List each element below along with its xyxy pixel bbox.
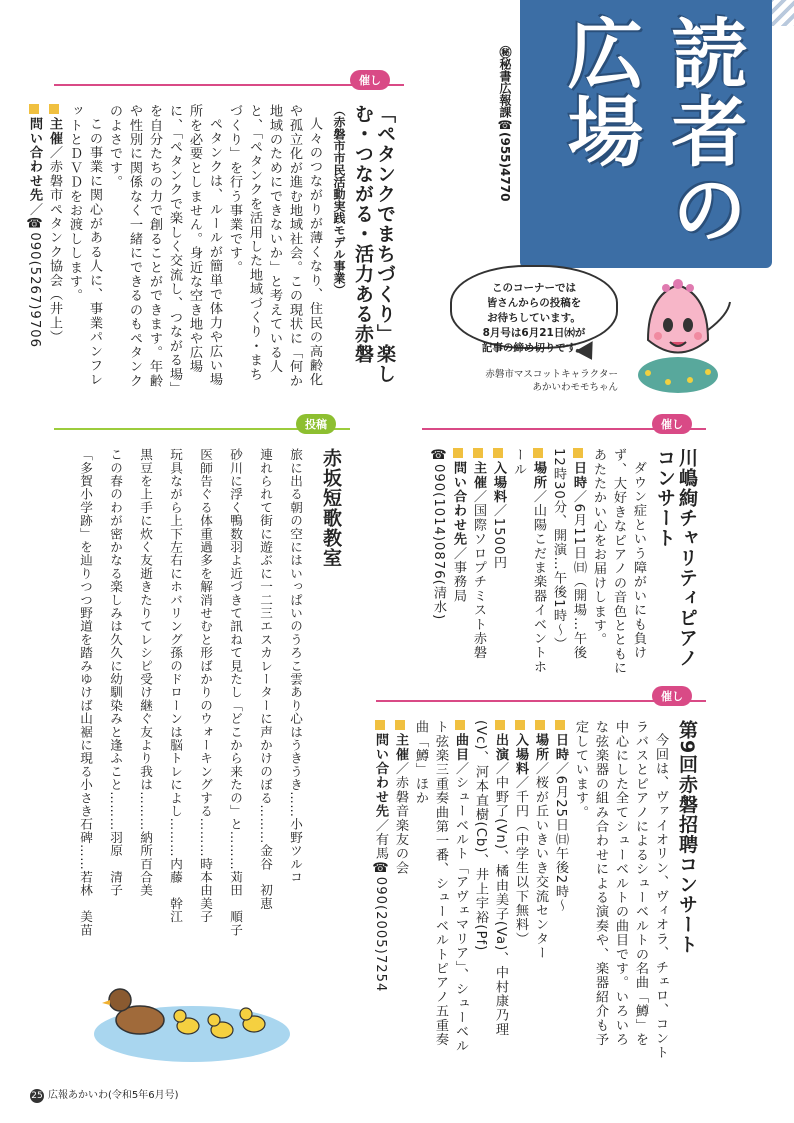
- place-value: ／桜が丘いきいき交流センター: [533, 761, 548, 961]
- title-char-5: 場: [555, 92, 644, 170]
- charity-phone: ☎090(1014)0876(清水): [431, 448, 446, 621]
- corner-title-box: [520, 0, 772, 268]
- poem-author: 納所百合美: [138, 830, 153, 897]
- poem-text: 黒豆を上手に炊く友逝きたりてレシピ受け継ぐ友より我は………: [138, 448, 153, 831]
- poem-text: 連れられて街に遊ぶに一二三エスカレーターに声かけのぼる………: [258, 448, 273, 844]
- charity-section: [422, 418, 706, 680]
- date-value: ／6月25日㈰午後2時～: [553, 761, 568, 913]
- cast-value: ／中野了(Vn)、橘由美子(Va)、中村康乃理(Vc)、河本直樹(Cb)、井上宇裕(Pf): [473, 720, 508, 1037]
- org-value: ／赤磐音楽友の会: [393, 761, 408, 876]
- mascot-caption-line1: 赤磐市マスコットキャラクター: [485, 369, 618, 380]
- mascot-caption: [470, 368, 618, 394]
- org-label: 主催: [471, 461, 486, 490]
- marker-square: [535, 720, 545, 730]
- mascot-momochan-illustration: [618, 270, 748, 400]
- contact-label: 問い合わせ先: [373, 733, 388, 819]
- marker-square: [533, 448, 543, 458]
- charity-contact: [448, 448, 468, 676]
- organizer-value: ／赤磐市ペタンク協会（井上）: [47, 145, 62, 345]
- concert-place: [530, 720, 550, 1060]
- bubble-line: お待ちしています。: [487, 312, 581, 324]
- ducks-pond-illustration: [92, 976, 292, 1066]
- title-char-2: 者: [659, 92, 748, 170]
- fee-label: 入場料: [491, 461, 506, 504]
- poem-text: 「多賀小学跡」を辿りつつ野道を踏みゆけば山裾に現る小さき石碑……: [78, 448, 93, 871]
- fee-label: 入場料: [513, 733, 528, 776]
- charity-fee: [488, 448, 508, 676]
- marker-square: [395, 720, 405, 730]
- poem-author: 金谷 初恵: [258, 843, 273, 910]
- marker-square: [555, 720, 565, 730]
- title-char-3: の: [659, 170, 748, 248]
- poem-text: 玩具ながら上下左右にホバリング孫のドローンは脳トレによし………: [168, 448, 183, 858]
- poem-author: 羽原 清子: [108, 830, 123, 897]
- org-label: 主催: [393, 733, 408, 762]
- marker-square: [495, 720, 505, 730]
- charity-date: [548, 448, 588, 676]
- petanque-organizer: [44, 104, 64, 394]
- contact-value: ／☎090(5267)9706: [27, 202, 42, 348]
- tanka-poem: [160, 448, 190, 968]
- marker-square: [29, 104, 39, 114]
- corner-title-col1: [660, 14, 746, 254]
- fee-value: ／千円（中学生以下無料）: [513, 775, 528, 947]
- petanque-tag: 催し: [350, 70, 390, 90]
- poem-author: 小野ツルコ: [288, 817, 303, 884]
- tanka-poem: [220, 448, 250, 968]
- title-char-1: 読: [659, 14, 748, 92]
- page-number: 25: [31, 1091, 43, 1101]
- fee-value: ／1500円: [491, 503, 506, 570]
- corner-title-col2: [556, 14, 642, 214]
- cast-label: 出演: [493, 733, 508, 762]
- charity-title: 川嶋絢チャリティピアノコンサート: [654, 448, 698, 668]
- concert-program: [410, 720, 470, 1060]
- marker-square: [515, 720, 525, 730]
- program-value: ／シューベルト「アヴェマリア」、シューベルト弦楽三重奏曲第一番、シューベルトピアノ五重奏曲「鱒」ほか: [413, 720, 468, 1054]
- page-footer: [30, 1086, 179, 1103]
- petanque-contact: [24, 104, 44, 394]
- tanka-poem: [280, 448, 310, 968]
- marker-square: [573, 448, 583, 458]
- contact-value: ／有馬☎090(2005)7254: [373, 818, 388, 993]
- petanque-body: [24, 104, 396, 394]
- poem-text: 旅に出る朝の空にはいっぱいのうろこ雲あり心はうきうき……: [288, 448, 303, 818]
- poem-author: 時本由美子: [198, 857, 213, 924]
- poem-author: 若林 美苗: [78, 870, 93, 937]
- date-label: 日時: [571, 461, 586, 490]
- place-label: 場所: [531, 461, 546, 490]
- date-value: ／6月11日㈰（開場…午後12時30分、開演…午後1時～）: [551, 448, 586, 660]
- marker-square: [473, 448, 483, 458]
- org-value: ／国際ソロプチミスト赤磐: [471, 489, 486, 660]
- tanka-poem: [70, 448, 100, 968]
- concert-title: 第9回赤磐招聘コンサート: [676, 720, 698, 955]
- place-value: ／山陽こだま楽器イベントホール: [511, 448, 546, 675]
- marker-square: [453, 448, 463, 458]
- tanka-poem: [250, 448, 280, 968]
- poem-text: 砂川に浮く鴨数羽よ近づきて訊ねて見たし「どこから来たの」と………: [228, 448, 243, 871]
- deadline-bubble: [450, 265, 618, 354]
- mascot-caption-line2: あかいわモモちゃん: [532, 382, 618, 393]
- charity-place: [508, 448, 548, 676]
- concert-contact: [370, 720, 390, 1060]
- concert-fee: [510, 720, 530, 1060]
- poem-text: この春のわが密かなる楽しみは久久に幼馴染みと逢ふこと………: [108, 448, 123, 831]
- marker-square: [49, 104, 59, 114]
- bubble-line: 記事の締め切りです。: [481, 342, 587, 354]
- contact-label: 問い合わせ先: [27, 117, 42, 203]
- concert-tag: 催し: [652, 686, 692, 706]
- tanka-title: 赤坂短歌教室: [320, 448, 342, 568]
- tanka-poem: [130, 448, 160, 968]
- charity-intro: ダウン症という障がいにも負けず、大好きなピアノの音色とともにあたたかい心をお届けします。: [591, 448, 646, 676]
- tanka-body: [70, 448, 342, 968]
- tanka-poem: [100, 448, 130, 968]
- concert-body: [370, 720, 698, 1060]
- bubble-line: このコーナーでは: [492, 282, 576, 294]
- marker-square: [493, 448, 503, 458]
- poem-text: 医師告ぐる体重過多を解消せむと形ばかりのウォーキングする………: [198, 448, 213, 858]
- concert-org: [390, 720, 410, 1060]
- petanque-section: [27, 74, 404, 406]
- poem-author: 苅田 順子: [228, 870, 243, 937]
- poem-author: 内藤 幹江: [168, 857, 183, 924]
- concert-date: [550, 720, 570, 1060]
- tanka-section: [54, 418, 350, 970]
- charity-tag: 催し: [652, 414, 692, 434]
- marker-square: [375, 720, 385, 730]
- marker-square: [455, 720, 465, 730]
- petanque-para2: ペタンクは、ルールが簡単で体力や広い場所を必要としません。身近な空き地や広場に、「ペタンクで楽しく交流し、つながる場」を自分たちの力で創ることができます。年齢や性別に関係なく一緒にできるのもペタンクのよさです。: [107, 104, 222, 389]
- contact-value: ／事務局: [451, 546, 466, 604]
- title-char-4: 広: [555, 14, 644, 92]
- concert-cast: [470, 720, 510, 1060]
- corner-contact: ㊙秘書広報課☎(955)4770: [498, 46, 512, 202]
- bubble-line: 8月号は6月21日㈬が: [482, 327, 586, 339]
- tanka-poem: [190, 448, 220, 968]
- charity-org: [468, 448, 488, 676]
- petanque-subtitle: （赤磐市市民活動実践モデル事業）: [332, 104, 346, 296]
- footer-publication: 広報あかいわ(令和5年6月号): [48, 1090, 179, 1101]
- concert-intro: 今回は、ヴァイオリン、ヴィオラ、チェロ、コントラバスとピアノによるシューベルトの名曲「鱒」を中心にした全てシューベルトの曲目です。いろいろな弦楽器の組み合わせによる演奏や、楽器紹介も予定しています。: [573, 720, 668, 1060]
- charity-body: [428, 448, 698, 676]
- invitation-concert-section: [373, 690, 706, 1062]
- organizer-label: 主催: [47, 117, 62, 146]
- bubble-line: 皆さんからの投稿を: [486, 297, 582, 309]
- petanque-para3: この事業に関心がある人に、事業パンフレットとＤＶＤをお渡しします。: [67, 104, 102, 387]
- petanque-title: 「ペタンクでまちづくり」楽しむ・つながる・活力ある赤磐: [352, 104, 396, 384]
- date-label: 日時: [553, 733, 568, 762]
- program-label: 曲目: [453, 733, 468, 762]
- tanka-tag: 投稿: [296, 414, 336, 434]
- contact-label: 問い合わせ先: [451, 461, 466, 547]
- place-label: 場所: [533, 733, 548, 762]
- petanque-para1: 人々のつながりが薄くなり、住民の高齢化や孤立化が進む地域社会。この現状に「何か地域のためにできないか」と考えている人と、「ペタンクを活用した地域づくり・まちづくり」を行う事業です。: [227, 104, 322, 388]
